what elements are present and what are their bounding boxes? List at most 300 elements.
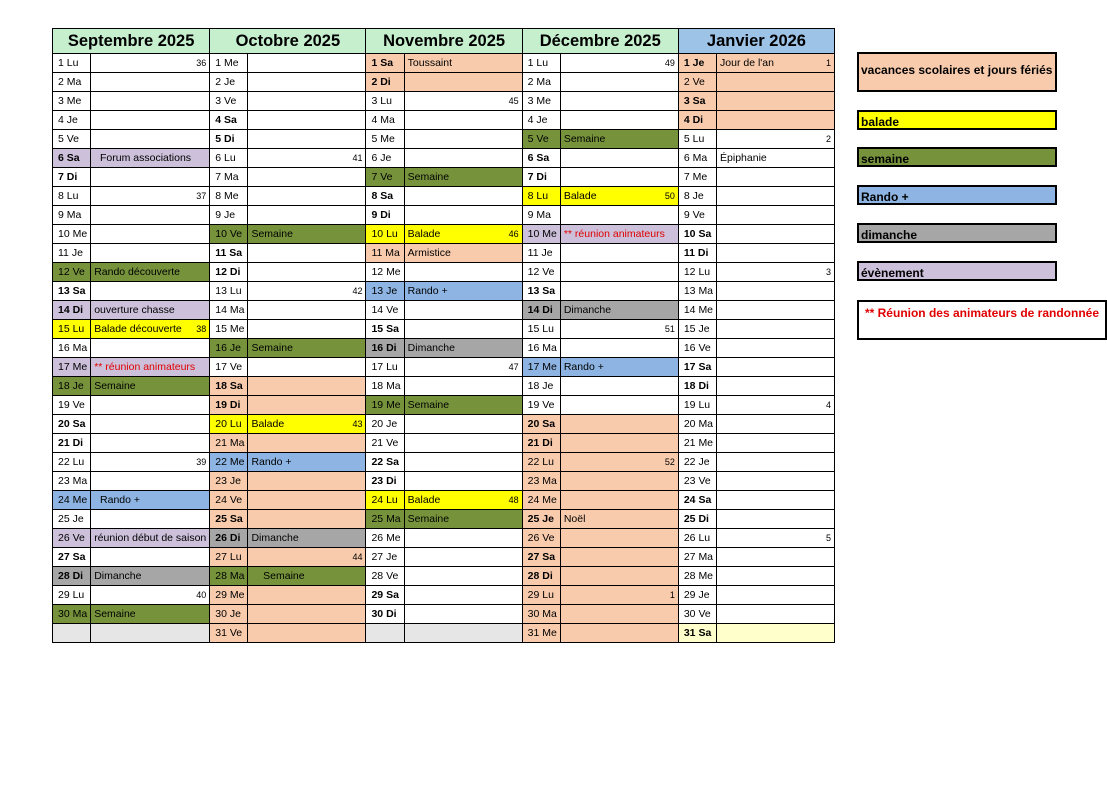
- event-cell: [91, 434, 210, 453]
- day-cell: 9 Di: [366, 206, 404, 225]
- day-cell: 9 Ma: [53, 206, 91, 225]
- event-cell: [404, 548, 522, 567]
- event-cell: [91, 320, 210, 339]
- table-row: [53, 472, 835, 491]
- day-cell: 30 Di: [366, 605, 404, 624]
- day-cell: 1 Me: [210, 54, 248, 73]
- table-row: [53, 586, 835, 605]
- event-cell: [91, 415, 210, 434]
- day-cell: 17 Me: [53, 358, 91, 377]
- day-cell: 4 Je: [522, 111, 560, 130]
- day-cell: 2 Ma: [53, 73, 91, 92]
- event-cell: [91, 206, 210, 225]
- table-row: [53, 54, 835, 73]
- day-cell: 7 Di: [522, 168, 560, 187]
- day-cell: 17 Lu: [366, 358, 404, 377]
- day-cell: 14 Ve: [366, 301, 404, 320]
- event-label: Semaine: [407, 170, 450, 183]
- event-label: Armistice: [407, 246, 451, 259]
- event-label: ** réunion animateurs: [94, 360, 196, 373]
- day-cell: 7 Ve: [366, 168, 404, 187]
- day-cell: 12 Lu: [678, 263, 716, 282]
- day-cell: 20 Je: [366, 415, 404, 434]
- table-row: [53, 491, 835, 510]
- event-label: Rando +: [563, 360, 604, 373]
- day-cell: 26 Me: [366, 529, 404, 548]
- day-cell: 9 Ve: [678, 206, 716, 225]
- day-cell: 29 Lu: [53, 586, 91, 605]
- day-cell: 11 Je: [53, 244, 91, 263]
- day-cell: [366, 624, 404, 643]
- legend-item: balade: [857, 110, 1057, 130]
- day-cell: 11 Sa: [210, 244, 248, 263]
- event-cell: [717, 529, 835, 548]
- day-cell: 1 Je: [678, 54, 716, 73]
- table-row: [53, 92, 835, 111]
- table-row: [53, 605, 835, 624]
- event-cell: [91, 282, 210, 301]
- day-cell: 2 Ve: [678, 73, 716, 92]
- day-cell: 12 Di: [210, 263, 248, 282]
- event-cell: [248, 567, 366, 586]
- event-label: Dimanche: [94, 569, 142, 582]
- day-cell: 3 Me: [522, 92, 560, 111]
- event-cell: [717, 472, 835, 491]
- day-cell: 14 Ma: [210, 301, 248, 320]
- event-cell: [404, 244, 522, 263]
- event-cell: [91, 244, 210, 263]
- event-cell: [717, 358, 835, 377]
- event-cell: [91, 73, 210, 92]
- day-cell: 20 Lu: [210, 415, 248, 434]
- day-cell: 10 Me: [53, 225, 91, 244]
- event-cell: [560, 548, 678, 567]
- event-cell: [248, 282, 366, 301]
- event-cell: [717, 282, 835, 301]
- month-header-row: [53, 29, 835, 54]
- event-cell: [717, 396, 835, 415]
- event-cell: [560, 586, 678, 605]
- day-cell: 13 Je: [366, 282, 404, 301]
- day-cell: 13 Sa: [53, 282, 91, 301]
- event-cell: [560, 225, 678, 244]
- day-cell: 18 Je: [53, 377, 91, 396]
- day-cell: 30 Ma: [53, 605, 91, 624]
- day-cell: 3 Ve: [210, 92, 248, 111]
- event-cell: [404, 358, 522, 377]
- event-cell: [404, 301, 522, 320]
- table-row: [53, 396, 835, 415]
- day-cell: 18 Sa: [210, 377, 248, 396]
- day-cell: 15 Lu: [53, 320, 91, 339]
- day-cell: 10 Ve: [210, 225, 248, 244]
- event-cell: [560, 168, 678, 187]
- event-label: Balade: [251, 417, 285, 430]
- day-cell: 4 Je: [53, 111, 91, 130]
- event-label: Noël: [563, 512, 586, 525]
- event-cell: [404, 73, 522, 92]
- event-cell: [560, 149, 678, 168]
- day-cell: 26 Ve: [53, 529, 91, 548]
- event-cell: [91, 339, 210, 358]
- event-label: Épiphanie: [720, 151, 767, 164]
- event-cell: [717, 206, 835, 225]
- event-cell: [404, 396, 522, 415]
- day-cell: 21 Di: [53, 434, 91, 453]
- day-cell: 23 Ma: [522, 472, 560, 491]
- event-cell: [404, 168, 522, 187]
- day-cell: 28 Di: [522, 567, 560, 586]
- event-cell: [248, 206, 366, 225]
- day-cell: 25 Sa: [210, 510, 248, 529]
- day-cell: 30 Ve: [678, 605, 716, 624]
- event-label: Semaine: [251, 227, 293, 240]
- week-number: 50: [664, 190, 675, 201]
- day-cell: 16 Ma: [53, 339, 91, 358]
- event-cell: [560, 73, 678, 92]
- event-cell: [560, 244, 678, 263]
- day-cell: 2 Je: [210, 73, 248, 92]
- day-cell: 27 Je: [366, 548, 404, 567]
- week-number: 43: [352, 418, 363, 429]
- event-cell: [248, 339, 366, 358]
- event-cell: [717, 225, 835, 244]
- event-cell: [91, 130, 210, 149]
- day-cell: 21 Di: [522, 434, 560, 453]
- event-cell: [560, 111, 678, 130]
- table-row: [53, 263, 835, 282]
- event-cell: [404, 491, 522, 510]
- day-cell: 22 Lu: [522, 453, 560, 472]
- week-number: 52: [664, 456, 675, 467]
- event-cell: [248, 301, 366, 320]
- day-cell: 21 Ma: [210, 434, 248, 453]
- event-cell: [248, 130, 366, 149]
- day-cell: 6 Je: [366, 149, 404, 168]
- legend-item: évènement: [857, 261, 1057, 281]
- event-cell: [404, 529, 522, 548]
- event-cell: [560, 54, 678, 73]
- event-cell: [404, 54, 522, 73]
- table-row: [53, 73, 835, 92]
- event-cell: [404, 586, 522, 605]
- day-cell: [53, 624, 91, 643]
- event-cell: [248, 510, 366, 529]
- day-cell: 26 Ve: [522, 529, 560, 548]
- day-cell: 7 Me: [678, 168, 716, 187]
- event-cell: [91, 168, 210, 187]
- day-cell: 13 Lu: [210, 282, 248, 301]
- week-number: 45: [508, 95, 519, 106]
- table-row: [53, 168, 835, 187]
- legend-item: vacances scolaires et jours fériés: [857, 52, 1057, 92]
- event-cell: [560, 358, 678, 377]
- table-row: [53, 244, 835, 263]
- event-cell: [717, 301, 835, 320]
- table-row: [53, 187, 835, 206]
- event-cell: [560, 301, 678, 320]
- event-cell: [717, 263, 835, 282]
- event-cell: [404, 377, 522, 396]
- table-row: [53, 206, 835, 225]
- week-number: 48: [508, 494, 519, 505]
- day-cell: 22 Lu: [53, 453, 91, 472]
- event-cell: [91, 586, 210, 605]
- event-cell: [91, 149, 210, 168]
- day-cell: 22 Je: [678, 453, 716, 472]
- table-row: [53, 225, 835, 244]
- week-number: 3: [826, 266, 832, 277]
- day-cell: 31 Me: [522, 624, 560, 643]
- day-cell: 5 Ve: [53, 130, 91, 149]
- event-label: Semaine: [94, 607, 136, 620]
- event-cell: [717, 491, 835, 510]
- day-cell: 20 Sa: [53, 415, 91, 434]
- day-cell: 30 Ma: [522, 605, 560, 624]
- calendar-table: [52, 28, 835, 643]
- event-cell: [717, 377, 835, 396]
- day-cell: 31 Sa: [678, 624, 716, 643]
- event-cell: [248, 434, 366, 453]
- table-row: [53, 339, 835, 358]
- day-cell: 6 Ma: [678, 149, 716, 168]
- event-cell: [717, 168, 835, 187]
- event-cell: [404, 472, 522, 491]
- day-cell: 27 Ma: [678, 548, 716, 567]
- event-cell: [404, 206, 522, 225]
- day-cell: 29 Sa: [366, 586, 404, 605]
- day-cell: 27 Lu: [210, 548, 248, 567]
- legend-item: Rando +: [857, 185, 1057, 205]
- day-cell: 20 Ma: [678, 415, 716, 434]
- day-cell: 19 Di: [210, 396, 248, 415]
- week-number: 1: [826, 57, 832, 68]
- week-number: 38: [196, 323, 207, 334]
- day-cell: 14 Me: [678, 301, 716, 320]
- event-cell: [404, 567, 522, 586]
- event-cell: [560, 282, 678, 301]
- table-row: [53, 624, 835, 643]
- event-cell: [717, 453, 835, 472]
- event-cell: [404, 92, 522, 111]
- day-cell: 3 Lu: [366, 92, 404, 111]
- event-label: Balade: [407, 227, 441, 240]
- day-cell: 22 Sa: [366, 453, 404, 472]
- event-cell: [404, 415, 522, 434]
- event-cell: [560, 206, 678, 225]
- table-row: [53, 434, 835, 453]
- table-row: [53, 529, 835, 548]
- day-cell: 8 Me: [210, 187, 248, 206]
- event-cell: [717, 586, 835, 605]
- day-cell: 12 Ve: [53, 263, 91, 282]
- table-row: [53, 567, 835, 586]
- event-cell: [717, 339, 835, 358]
- day-cell: 15 Me: [210, 320, 248, 339]
- week-number: 36: [196, 57, 207, 68]
- day-cell: 5 Lu: [678, 130, 716, 149]
- day-cell: 17 Ve: [210, 358, 248, 377]
- table-row: [53, 282, 835, 301]
- event-label: Semaine: [407, 398, 450, 411]
- day-cell: 28 Me: [678, 567, 716, 586]
- day-cell: 23 Ma: [53, 472, 91, 491]
- day-cell: 18 Je: [522, 377, 560, 396]
- day-cell: 5 Ve: [522, 130, 560, 149]
- table-row: [53, 320, 835, 339]
- day-cell: 31 Ve: [210, 624, 248, 643]
- day-cell: 4 Sa: [210, 111, 248, 130]
- week-number: 51: [664, 323, 675, 334]
- day-cell: 17 Me: [522, 358, 560, 377]
- event-cell: [91, 472, 210, 491]
- event-cell: [560, 510, 678, 529]
- event-cell: [560, 472, 678, 491]
- event-cell: [248, 111, 366, 130]
- event-label: Semaine: [251, 341, 293, 354]
- event-cell: [717, 54, 835, 73]
- event-label: Semaine: [407, 512, 450, 525]
- day-cell: 15 Je: [678, 320, 716, 339]
- event-cell: [248, 54, 366, 73]
- day-cell: 29 Lu: [522, 586, 560, 605]
- event-cell: [91, 510, 210, 529]
- event-cell: [248, 453, 366, 472]
- event-cell: [717, 548, 835, 567]
- event-cell: [91, 548, 210, 567]
- day-cell: 19 Ve: [53, 396, 91, 415]
- event-cell: [560, 415, 678, 434]
- month-header: Octobre 2025: [210, 29, 366, 54]
- event-label: réunion début de saison: [94, 531, 207, 544]
- table-row: [53, 301, 835, 320]
- day-cell: 5 Me: [366, 130, 404, 149]
- event-cell: [91, 377, 210, 396]
- week-number: 39: [196, 456, 207, 467]
- event-cell: [404, 263, 522, 282]
- event-cell: [404, 434, 522, 453]
- event-label: Rando +: [407, 284, 448, 297]
- day-cell: 7 Di: [53, 168, 91, 187]
- event-cell: [717, 244, 835, 263]
- table-row: [53, 377, 835, 396]
- week-number: 44: [352, 551, 363, 562]
- day-cell: 24 Lu: [366, 491, 404, 510]
- event-cell: [717, 320, 835, 339]
- event-cell: [91, 396, 210, 415]
- event-label: Balade: [563, 189, 597, 202]
- day-cell: 25 Ma: [366, 510, 404, 529]
- event-label: ouverture chasse: [94, 303, 175, 316]
- event-cell: [91, 92, 210, 111]
- week-number: 4: [826, 399, 832, 410]
- event-label: Rando +: [251, 455, 292, 468]
- event-cell: [91, 358, 210, 377]
- table-row: [53, 453, 835, 472]
- day-cell: 14 Di: [53, 301, 91, 320]
- event-cell: [248, 244, 366, 263]
- day-cell: 14 Di: [522, 301, 560, 320]
- event-cell: [404, 111, 522, 130]
- day-cell: 2 Ma: [522, 73, 560, 92]
- day-cell: 12 Ve: [522, 263, 560, 282]
- event-cell: [248, 605, 366, 624]
- event-cell: [91, 453, 210, 472]
- event-cell: [717, 111, 835, 130]
- event-cell: [248, 320, 366, 339]
- event-label: Semaine: [563, 132, 606, 145]
- event-cell: [560, 624, 678, 643]
- table-row: [53, 111, 835, 130]
- day-cell: 11 Je: [522, 244, 560, 263]
- day-cell: 25 Je: [522, 510, 560, 529]
- event-cell: [91, 624, 210, 643]
- day-cell: 22 Me: [210, 453, 248, 472]
- week-number: 40: [196, 589, 207, 600]
- day-cell: 26 Lu: [678, 529, 716, 548]
- event-cell: [404, 453, 522, 472]
- event-cell: [248, 187, 366, 206]
- event-cell: [248, 624, 366, 643]
- event-label: Dimanche: [251, 531, 299, 544]
- day-cell: 8 Je: [678, 187, 716, 206]
- event-cell: [404, 282, 522, 301]
- day-cell: 27 Sa: [53, 548, 91, 567]
- day-cell: 1 Lu: [53, 54, 91, 73]
- event-cell: [560, 453, 678, 472]
- event-cell: [248, 529, 366, 548]
- week-number: 47: [508, 361, 519, 372]
- event-cell: [717, 130, 835, 149]
- day-cell: 16 Ma: [522, 339, 560, 358]
- day-cell: 24 Me: [522, 491, 560, 510]
- table-row: [53, 130, 835, 149]
- week-number: 42: [352, 285, 363, 296]
- day-cell: 16 Je: [210, 339, 248, 358]
- event-cell: [560, 377, 678, 396]
- event-label: Dimanche: [407, 341, 455, 354]
- event-cell: [717, 624, 835, 643]
- day-cell: 28 Ve: [366, 567, 404, 586]
- event-cell: [717, 434, 835, 453]
- event-label: Jour de l'an: [720, 56, 774, 69]
- event-cell: [717, 605, 835, 624]
- day-cell: 10 Sa: [678, 225, 716, 244]
- day-cell: 21 Me: [678, 434, 716, 453]
- event-cell: [91, 529, 210, 548]
- event-cell: [717, 567, 835, 586]
- event-cell: [248, 168, 366, 187]
- event-cell: [717, 149, 835, 168]
- table-row: [53, 510, 835, 529]
- day-cell: 7 Ma: [210, 168, 248, 187]
- event-cell: [91, 605, 210, 624]
- event-cell: [248, 225, 366, 244]
- event-cell: [560, 187, 678, 206]
- week-number: 49: [664, 57, 675, 68]
- day-cell: 9 Je: [210, 206, 248, 225]
- event-cell: [248, 472, 366, 491]
- event-cell: [560, 130, 678, 149]
- event-cell: [404, 187, 522, 206]
- event-cell: [91, 187, 210, 206]
- event-cell: [91, 567, 210, 586]
- event-cell: [248, 377, 366, 396]
- event-cell: [91, 54, 210, 73]
- legend-note: ** Réunion des animateurs de randonnée: [857, 300, 1107, 340]
- event-label: Balade découverte: [94, 322, 182, 335]
- day-cell: 25 Je: [53, 510, 91, 529]
